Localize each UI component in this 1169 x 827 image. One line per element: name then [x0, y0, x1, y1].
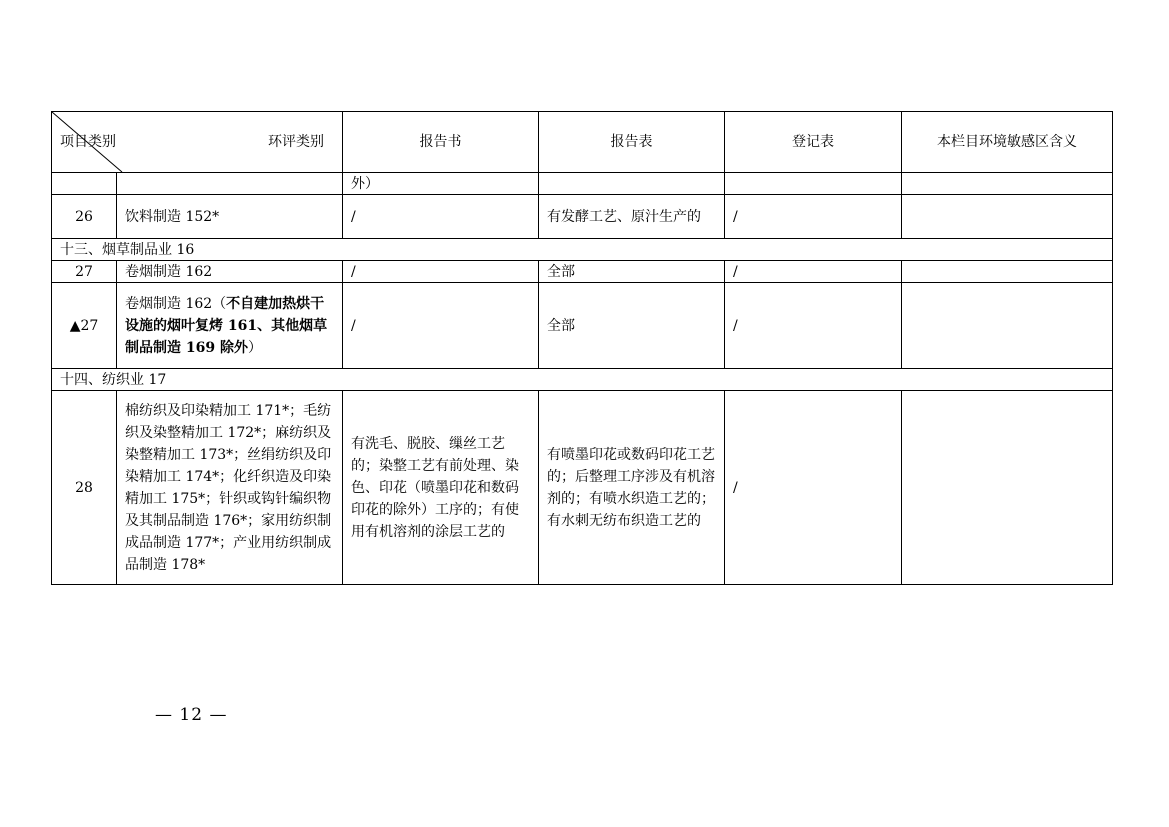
cell-sensitive-area [902, 195, 1113, 239]
section-title: 十三、烟草制品业 16 [52, 239, 1113, 261]
cell-report-book: / [343, 261, 539, 283]
classification-table [51, 111, 1113, 585]
table-row-27-modified [52, 283, 1113, 369]
cell-name: 卷烟制造 162 [117, 261, 343, 283]
cell-num: 28 [52, 391, 117, 585]
cell-report-form: 全部 [539, 261, 725, 283]
header-sensitive-area: 本栏目环境敏感区含义 [902, 112, 1113, 173]
header-report-book: 报告书 [343, 112, 539, 173]
name-suffix: ） [247, 339, 262, 356]
cell-name [117, 283, 343, 369]
cell-sensitive-area [902, 391, 1113, 585]
cell-report-book: / [343, 283, 539, 369]
table-row-26 [52, 195, 1113, 239]
cell-report-form: 有发酵工艺、原汁生产的 [539, 195, 725, 239]
name-exception: 不自建加热烘干设施的烟叶复烤 161、其他烟草制品制造 169 除外 [125, 295, 328, 356]
cell-sensitive-area [902, 173, 1113, 195]
cell-registration-form: / [725, 283, 902, 369]
cell-name [117, 173, 343, 195]
section-row-14 [52, 369, 1113, 391]
table-row-continuation [52, 173, 1113, 195]
page-number: — 12 — [155, 705, 228, 725]
cell-report-book: 有洗毛、脱胶、缫丝工艺的；染整工艺有前处理、染色、印花（喷墨印花和数码印花的除外）工序的；有使用有机溶剂的涂层工艺的 [343, 391, 539, 585]
cell-registration-form: / [725, 195, 902, 239]
cell-sensitive-area [902, 261, 1113, 283]
header-diagonal-cell [52, 112, 343, 173]
cell-num: 27 [52, 261, 117, 283]
table-row-27 [52, 261, 1113, 283]
header-row [52, 112, 1113, 173]
cell-registration-form: / [725, 391, 902, 585]
cell-num: ▲27 [52, 283, 117, 369]
header-report-form: 报告表 [539, 112, 725, 173]
cell-report-form: 全部 [539, 283, 725, 369]
section-row-13 [52, 239, 1113, 261]
cell-sensitive-area [902, 283, 1113, 369]
header-eia-category: 环评类别 [268, 134, 324, 150]
name-prefix: 卷烟制造 162（ [125, 295, 227, 312]
section-title: 十四、纺织业 17 [52, 369, 1113, 391]
cell-registration-form [725, 173, 902, 195]
header-project-category: 项目类别 [60, 134, 116, 150]
cell-report-book: / [343, 195, 539, 239]
cell-num: 26 [52, 195, 117, 239]
cell-report-form: 有喷墨印花或数码印花工艺的；后整理工序涉及有机溶剂的；有喷水织造工艺的；有水刺无纺布织造工艺的 [539, 391, 725, 585]
table-row-28 [52, 391, 1113, 585]
cell-num [52, 173, 117, 195]
cell-registration-form: / [725, 261, 902, 283]
header-registration-form: 登记表 [725, 112, 902, 173]
cell-name: 棉纺织及印染精加工 171*；毛纺织及染整精加工 172*；麻纺织及染整精加工 173*；丝绢纺织及印染精加工 174*；化纤织造及印染精加工 175*；针织或钩针编织物及其制品制造 176*；家用纺织制成品制造 177*；产业用纺织制成品制造 178* [117, 391, 343, 585]
cell-name: 饮料制造 152* [117, 195, 343, 239]
cell-report-book: 外） [343, 173, 539, 195]
cell-report-form [539, 173, 725, 195]
